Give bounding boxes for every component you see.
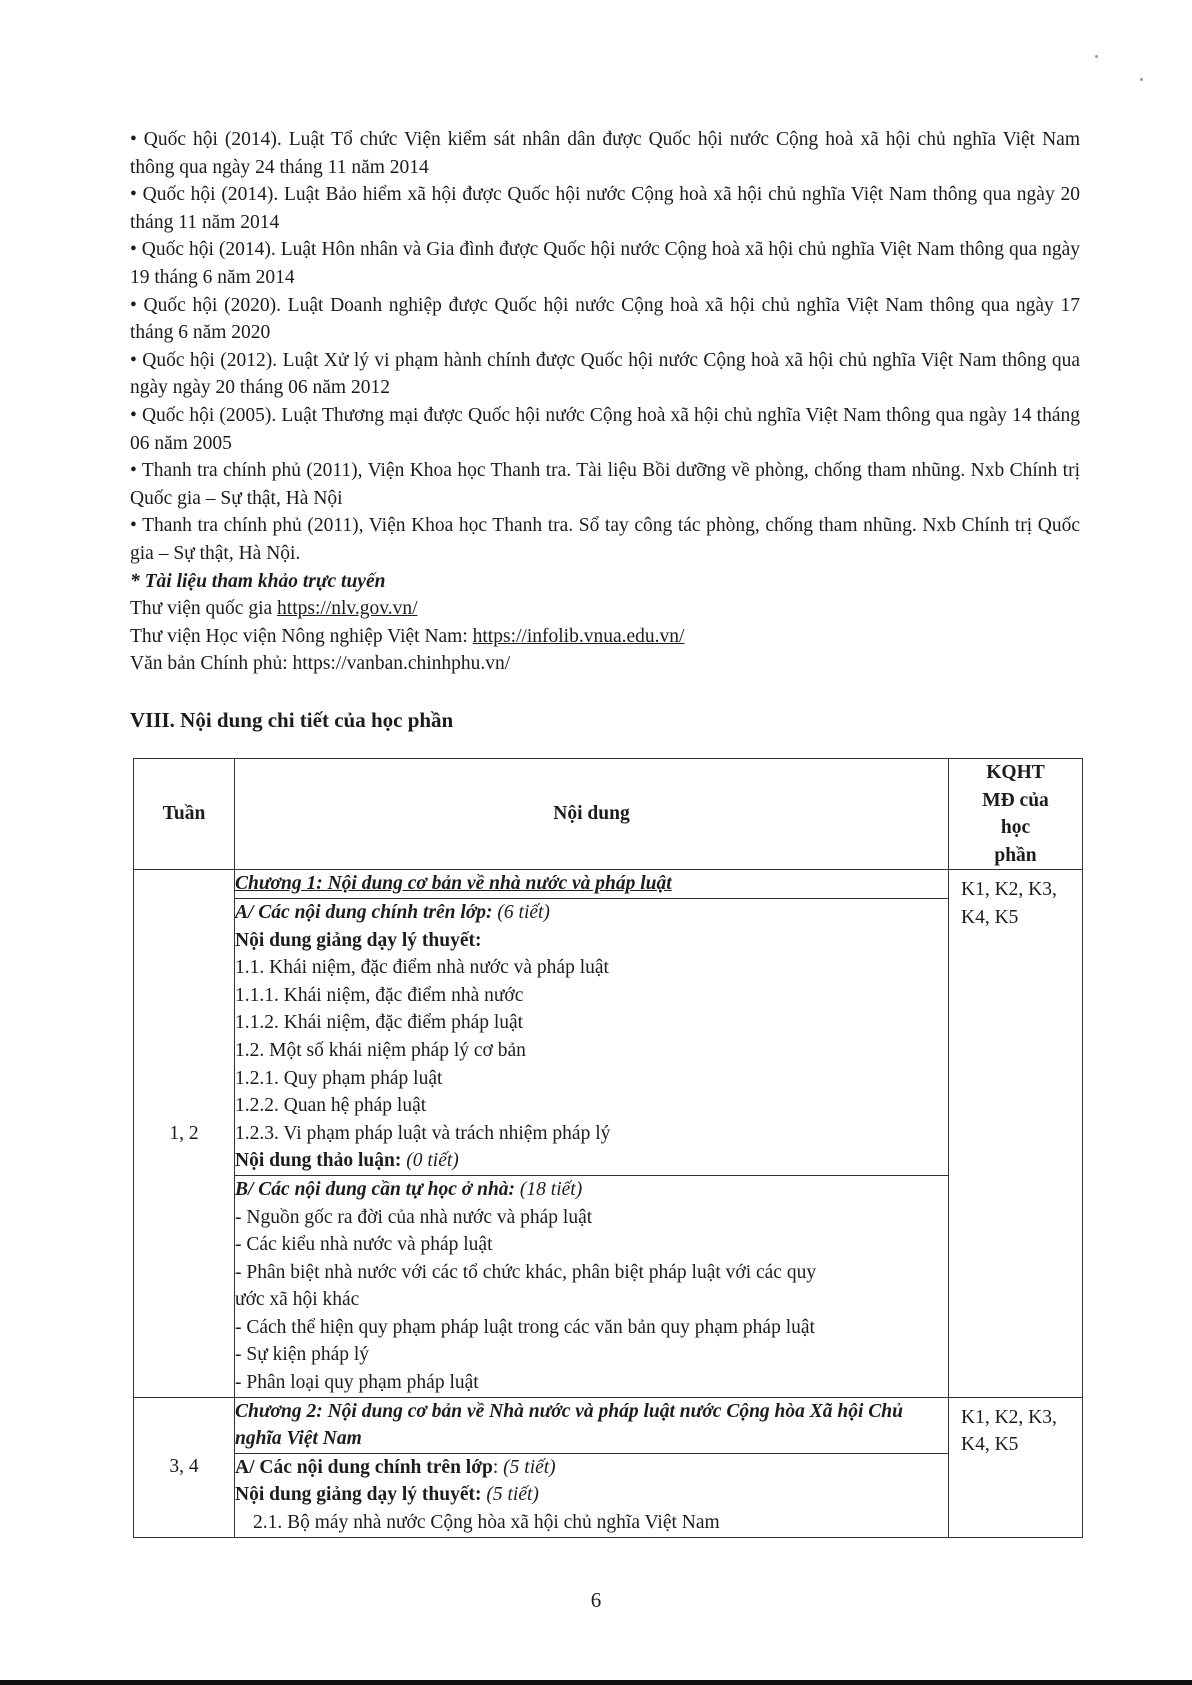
header-outcomes-line: phần bbox=[994, 844, 1037, 866]
theory-label: Nội dung giảng dạy lý thuyết: bbox=[235, 929, 482, 951]
list-item: 1.1.1. Khái niệm, đặc điểm nhà nước bbox=[235, 984, 524, 1006]
chapter-title: Chương 1: Nội dung cơ bản về nhà nước và pháp luật bbox=[235, 870, 949, 899]
list-item: 1.1. Khái niệm, đặc điểm nhà nước và pháp luật bbox=[235, 957, 609, 979]
section-a-hours: (5 tiết) bbox=[503, 1456, 556, 1478]
theory-line bbox=[235, 1481, 948, 1509]
discussion-label: Nội dung thảo luận: bbox=[235, 1150, 402, 1172]
list-item: - Phân biệt nhà nước với các tổ chức khác, phân biệt pháp luật với các quy ước xã hội khác bbox=[235, 1261, 817, 1311]
header-week: Tuần bbox=[134, 759, 235, 870]
online-ref-gov: Văn bản Chính phủ: https://vanban.chinhphu.vn/ bbox=[130, 653, 511, 675]
self-study-cell bbox=[235, 1175, 949, 1397]
online-ref-vnua bbox=[130, 623, 1080, 651]
reference-item: • Quốc hội (2014). Luật Hôn nhân và Gia đình được Quốc hội nước Cộng hoà xã hội chủ nghĩa Việt Nam thông qua ngày 19 tháng 6 năm 2014 bbox=[130, 239, 1080, 288]
reference-item: • Thanh tra chính phủ (2011), Viện Khoa học Thanh tra. Tài liệu Bồi dưỡng về phòng, chống tham nhũng. Nxb Chính trị Quốc gia – Sự thật, Hà Nội bbox=[130, 460, 1080, 509]
table-row bbox=[134, 1175, 1083, 1397]
list-item: 1.2.3. Vi phạm pháp luật và trách nhiệm pháp lý bbox=[235, 1122, 611, 1144]
online-ref-nlv bbox=[130, 595, 1080, 623]
list-item: 1.2.1. Quy phạm pháp luật bbox=[235, 1067, 443, 1089]
table-header-row bbox=[134, 759, 1083, 870]
list-item: - Nguồn gốc ra đời của nhà nước và pháp luật bbox=[235, 1206, 593, 1228]
course-content-table bbox=[133, 758, 1083, 1538]
table-row bbox=[134, 898, 1083, 1175]
outcomes-cell: K1, K2, K3, K4, K5 bbox=[949, 870, 1083, 1397]
online-ref-label: Thư viện quốc gia bbox=[130, 598, 278, 620]
header-content: Nội dung bbox=[235, 759, 949, 870]
reference-item: • Quốc hội (2005). Luật Thương mại được Quốc hội nước Cộng hoà xã hội chủ nghĩa Việt Nam thông qua ngày 14 tháng 06 năm 2005 bbox=[130, 404, 1080, 454]
reference-item: • Quốc hội (2014). Luật Tổ chức Viện kiểm sát nhân dân được Quốc hội nước Cộng hoà xã hội chủ nghĩa Việt Nam thông qua ngày 24 tháng 11 năm 2014 bbox=[130, 129, 1080, 178]
week-cell: 1, 2 bbox=[134, 870, 235, 1397]
vnua-link[interactable]: https://infolib.vnua.edu.vn/ bbox=[472, 625, 685, 647]
section-a-label: A/ Các nội dung chính trên lớp: bbox=[235, 901, 493, 923]
outcomes-cell: K1, K2, K3, K4, K5 bbox=[949, 1397, 1083, 1537]
section-b-label: B/ Các nội dung cần tự học ở nhà: bbox=[235, 1178, 516, 1200]
list-item: 1.2. Một số khái niệm pháp lý cơ bản bbox=[235, 1039, 526, 1061]
online-ref-label: Thư viện Học viện Nông nghiệp Việt Nam: bbox=[130, 625, 473, 647]
list-item: 1.1.2. Khái niệm, đặc điểm pháp luật bbox=[235, 1012, 524, 1034]
scan-edge bbox=[0, 1680, 1192, 1685]
class-content-heading bbox=[235, 1454, 948, 1482]
reference-item: • Quốc hội (2012). Luật Xử lý vi phạm hành chính được Quốc hội nước Cộng hoà xã hội chủ nghĩa Việt Nam thông qua ngày ngày 20 tháng 06 năm 2012 bbox=[130, 349, 1080, 399]
reference-list bbox=[130, 126, 1080, 678]
chapter-title: Chương 2: Nội dung cơ bản về Nhà nước và pháp luật nước Cộng hòa Xã hội Chủ nghĩa Việt Nam bbox=[235, 1397, 949, 1453]
class-content-cell bbox=[235, 898, 949, 1175]
list-item: - Phân loại quy phạm pháp luật bbox=[235, 1372, 479, 1394]
header-outcomes-line: MĐ của bbox=[982, 789, 1049, 811]
reference-item: • Thanh tra chính phủ (2011), Viện Khoa học Thanh tra. Sổ tay công tác phòng, chống tham nhũng. Nxb Chính trị Quốc gia – Sự thật, Hà Nội. bbox=[130, 515, 1080, 564]
theory-label: Nội dung giảng dạy lý thuyết: bbox=[235, 1484, 482, 1506]
table-row bbox=[134, 1397, 1083, 1453]
online-references-title: * Tài liệu tham khảo trực tuyến bbox=[130, 570, 386, 592]
scan-speck bbox=[1095, 55, 1098, 58]
reference-item: • Quốc hội (2014). Luật Bảo hiểm xã hội được Quốc hội nước Cộng hoà xã hội chủ nghĩa Việt Nam thông qua ngày 20 tháng 11 năm 2014 bbox=[130, 184, 1080, 233]
list-item: 1.2.2. Quan hệ pháp luật bbox=[235, 1095, 427, 1117]
reference-item: • Quốc hội (2020). Luật Doanh nghiệp được Quốc hội nước Cộng hoà xã hội chủ nghĩa Việt Nam thông qua ngày 17 tháng 6 năm 2020 bbox=[130, 294, 1080, 344]
scan-speck bbox=[1140, 78, 1143, 81]
class-content-heading bbox=[235, 899, 948, 927]
section-b-hours: (18 tiết) bbox=[515, 1178, 583, 1200]
list-item: - Sự kiện pháp lý bbox=[235, 1344, 370, 1366]
header-outcomes bbox=[949, 759, 1083, 870]
table-row bbox=[134, 1453, 1083, 1537]
section-title: VIII. Nội dung chi tiết của học phần bbox=[130, 708, 454, 732]
section-a-label: A/ Các nội dung chính trên lớp bbox=[235, 1456, 493, 1478]
table-row bbox=[134, 870, 1083, 899]
page-number: 6 bbox=[590, 1588, 602, 1612]
discussion-line bbox=[235, 1147, 948, 1175]
list-item: - Các kiểu nhà nước và pháp luật bbox=[235, 1234, 493, 1256]
header-outcomes-line: học bbox=[1000, 817, 1031, 839]
week-cell: 3, 4 bbox=[134, 1397, 235, 1537]
list-item: - Cách thể hiện quy phạm pháp luật trong các văn bản quy phạm pháp luật bbox=[235, 1316, 815, 1338]
nlv-link[interactable]: https://nlv.gov.vn/ bbox=[277, 598, 418, 620]
discussion-hours: (0 tiết) bbox=[401, 1150, 459, 1172]
list-item: 2.1. Bộ máy nhà nước Cộng hòa xã hội chủ nghĩa Việt Nam bbox=[253, 1512, 720, 1534]
section-a-hours: (6 tiết) bbox=[492, 901, 550, 923]
header-outcomes-line: KQHT bbox=[986, 762, 1045, 783]
self-study-heading bbox=[235, 1176, 948, 1204]
class-content-cell bbox=[235, 1453, 949, 1537]
section-a-colon: : bbox=[492, 1456, 504, 1478]
theory-hours: (5 tiết) bbox=[481, 1484, 539, 1506]
